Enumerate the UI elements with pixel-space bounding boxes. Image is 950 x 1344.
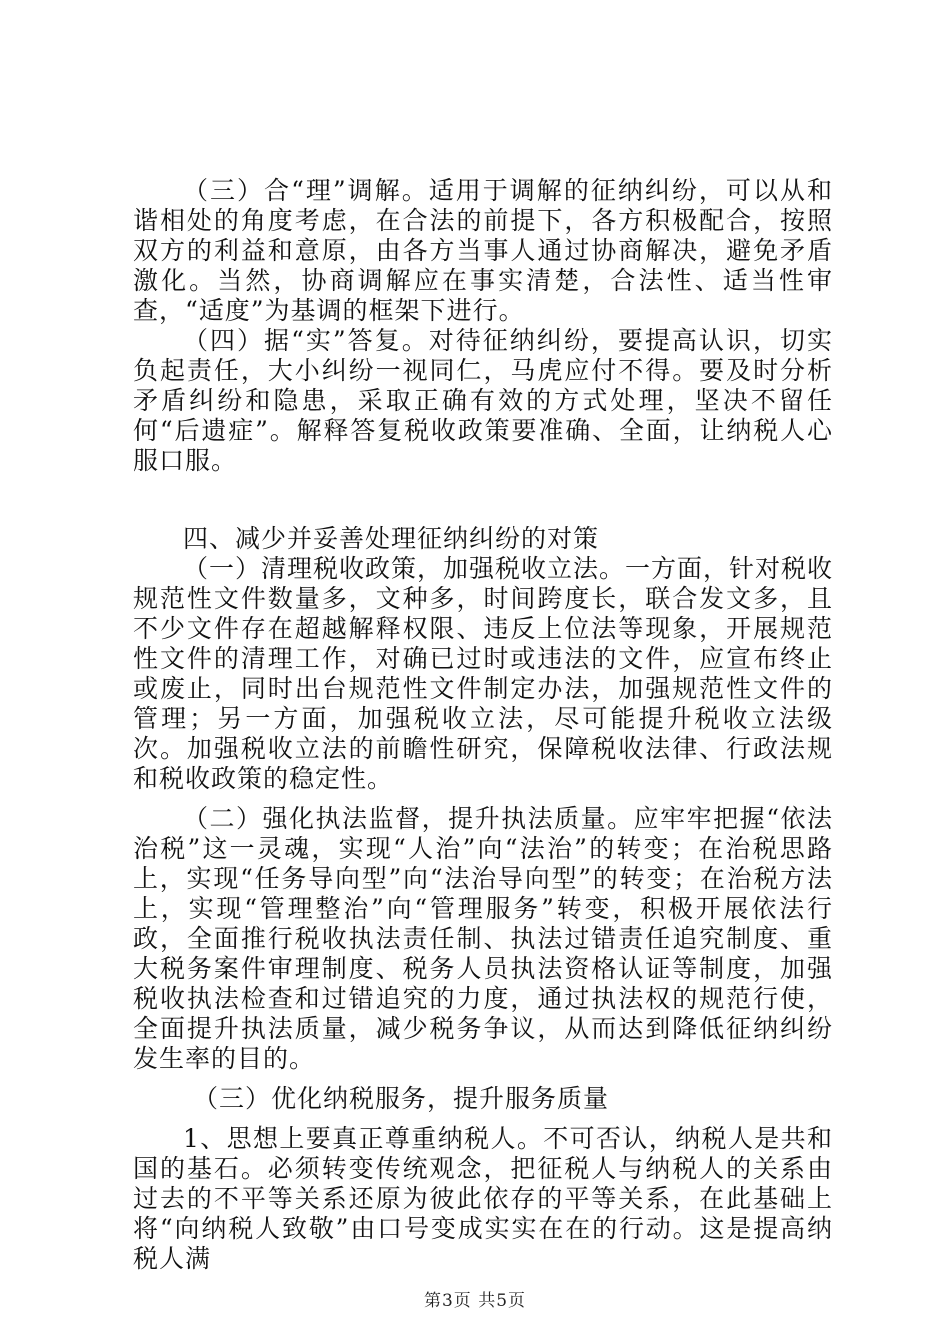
document-body — [133, 176, 833, 1274]
paragraph-tax-policy: （一）清理税收政策，加强税收立法。一方面，针对税收规范性文件数量多，文种多，时间跨度长，联合发文多，且不少文件存在超越解释权限、违反上位法等现象，开展规范性文件的清理工作，对确已过时或违法的文件，应宣布终止或废止，同时出台规范性文件制定办法，加强规范性文件的管理；另一方面，加强税收立法，尽可能提升税收立法级次。加强税收立法的前瞻性研究，保障税收法律、行政法规和税收政策的稳定性。 — [133, 554, 834, 793]
section-heading-countermeasures: 四、减少并妥善处理征纳纠纷的对策 — [183, 524, 600, 553]
paragraph-reply: （四）据“实”答复。对待征纳纠纷，要提高认识，切实负起责任，大小纠纷一视同仁，马虎应付不得。要及时分析矛盾纠纷和隐患，采取正确有效的方式处理，坚决不留任何“后遗症”。解释答复税收政策要准确、全面，让纳税人心服口服。 — [133, 326, 833, 475]
paragraph-law-enforcement: （二）强化执法监督，提升执法质量。应牢牢把握“依法治税”这一灵魂，实现“人治”向“法治”的转变；在治税思路上，实现“任务导向型”向“法治导向型”的转变；在治税方法上，实现“管理整治”向“管理服务”转变，积极开展依法行政，全面推行税收执法责任制、执法过错责任追究制度、重大税务案件审理制度、税务人员执法资格认证等制度，加强税收执法检查和过错追究的力度，通过执法权的规范行使，全面提升执法质量，减少税务争议，从而达到降低征纳纠纷发生率的目的。 — [133, 804, 833, 1073]
subsection-heading-service: （三）优化纳税服务，提升服务质量 — [193, 1084, 610, 1113]
paragraph-respect-taxpayers: 1、思想上要真正尊重纳税人。不可否认，纳税人是共和国的基石。必须转变传统观念，把征税人与纳税人的关系由过去的不平等关系还原为彼此依存的平等关系，在此基础上将“向纳税人致敬”由口号变成实实在在的行动。这是提高纳税人满 — [133, 1124, 833, 1273]
paragraph-mediation: （三）合“理”调解。适用于调解的征纳纠纷，可以从和谐相处的角度考虑，在合法的前提下，各方积极配合，按照双方的利益和意原，由各方当事人通过协商解决，避免矛盾激化。当然，协商调解应在事实清楚，合法性、适当性审查，“适度”为基调的框架下进行。 — [133, 176, 833, 325]
page-footer: 第3页 共5页 — [423, 1291, 527, 1311]
